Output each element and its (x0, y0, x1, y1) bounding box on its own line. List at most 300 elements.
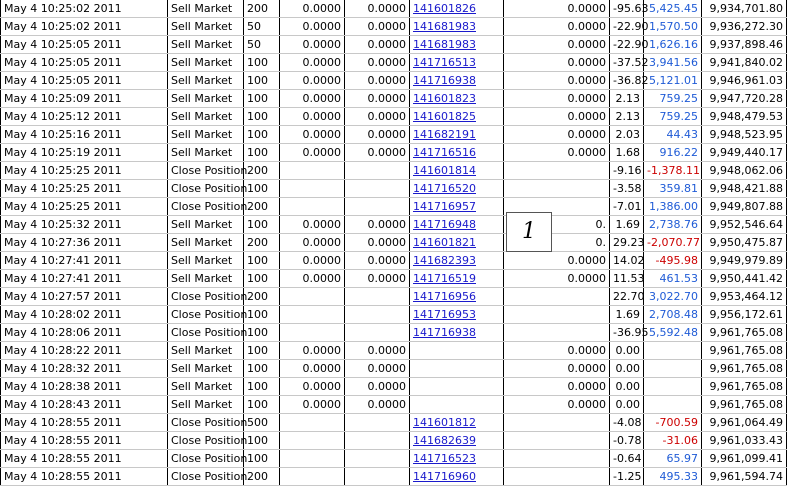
type-cell: Sell Market (168, 0, 244, 18)
price1-cell: 0.0000 (280, 144, 345, 162)
table-row[interactable] (1, 252, 787, 270)
deal-link[interactable]: 141716960 (413, 470, 476, 483)
time-cell: May 4 10:28:55 2011 (1, 450, 168, 468)
table-row[interactable] (1, 396, 787, 414)
table-row[interactable] (1, 216, 787, 234)
deal-link-cell (410, 360, 504, 378)
table-row[interactable] (1, 54, 787, 72)
deal-link-cell (410, 432, 504, 450)
commission-cell: -95.63 (610, 0, 644, 18)
volume-cell: 100 (244, 72, 280, 90)
profit-cell: 759.25 (644, 90, 702, 108)
deal-link[interactable]: 141716523 (413, 452, 476, 465)
balance-cell: 9,947,720.28 (702, 90, 787, 108)
price2-cell: 0.0000 (345, 144, 410, 162)
balance-cell: 9,948,062.06 (702, 162, 787, 180)
commission-cell: 14.02 (610, 252, 644, 270)
table-row[interactable] (1, 306, 787, 324)
price2-cell (345, 198, 410, 216)
deal-link[interactable]: 141681983 (413, 20, 476, 33)
price3-cell (504, 180, 610, 198)
deal-link[interactable]: 141601825 (413, 110, 476, 123)
price1-cell: 0.0000 (280, 126, 345, 144)
deal-link-cell (410, 288, 504, 306)
deal-link-cell (410, 396, 504, 414)
profit-cell: 461.53 (644, 270, 702, 288)
price2-cell: 0.0000 (345, 108, 410, 126)
deal-link[interactable]: 141601823 (413, 92, 476, 105)
volume-cell: 100 (244, 324, 280, 342)
table-row[interactable] (1, 450, 787, 468)
table-row[interactable] (1, 342, 787, 360)
deal-link-cell (410, 378, 504, 396)
price3-cell: 0.0000 (504, 0, 610, 18)
time-cell: May 4 10:28:55 2011 (1, 432, 168, 450)
time-cell: May 4 10:28:32 2011 (1, 360, 168, 378)
time-cell: May 4 10:28:43 2011 (1, 396, 168, 414)
price1-cell (280, 288, 345, 306)
profit-cell: 2,738.76 (644, 216, 702, 234)
price2-cell (345, 180, 410, 198)
time-cell: May 4 10:28:22 2011 (1, 342, 168, 360)
commission-cell: 2.03 (610, 126, 644, 144)
time-cell: May 4 10:25:12 2011 (1, 108, 168, 126)
callout-marker: 1 (506, 212, 552, 252)
price2-cell: 0.0000 (345, 360, 410, 378)
table-row[interactable] (1, 162, 787, 180)
price1-cell: 0.0000 (280, 378, 345, 396)
time-cell: May 4 10:25:25 2011 (1, 162, 168, 180)
balance-cell: 9,948,479.53 (702, 108, 787, 126)
deal-link[interactable]: 141601826 (413, 2, 476, 15)
price3-cell: 0. (504, 216, 610, 234)
commission-cell: 11.53 (610, 270, 644, 288)
type-cell: Sell Market (168, 270, 244, 288)
price2-cell (345, 306, 410, 324)
price1-cell (280, 162, 345, 180)
type-cell: Sell Market (168, 396, 244, 414)
balance-cell: 9,961,594.74 (702, 468, 787, 486)
balance-cell: 9,950,475.87 (702, 234, 787, 252)
table-row[interactable] (1, 270, 787, 288)
deal-link-cell (410, 216, 504, 234)
price3-cell (504, 306, 610, 324)
deal-link[interactable]: 141716938 (413, 74, 476, 87)
commission-cell: -37.52 (610, 54, 644, 72)
price1-cell: 0.0000 (280, 72, 345, 90)
type-cell: Sell Market (168, 378, 244, 396)
price2-cell: 0.0000 (345, 36, 410, 54)
profit-cell: 1,626.16 (644, 36, 702, 54)
time-cell: May 4 10:28:55 2011 (1, 468, 168, 486)
profit-cell: 2,708.48 (644, 306, 702, 324)
deal-link[interactable]: 141716948 (413, 218, 476, 231)
volume-cell: 100 (244, 306, 280, 324)
type-cell: Sell Market (168, 126, 244, 144)
deal-link[interactable]: 141682639 (413, 434, 476, 447)
table-row[interactable] (1, 414, 787, 432)
price1-cell: 0.0000 (280, 54, 345, 72)
deal-link-cell (410, 144, 504, 162)
volume-cell: 100 (244, 396, 280, 414)
profit-cell: 44.43 (644, 126, 702, 144)
deal-link[interactable]: 141716953 (413, 308, 476, 321)
type-cell: Sell Market (168, 342, 244, 360)
time-cell: May 4 10:25:25 2011 (1, 180, 168, 198)
type-cell: Sell Market (168, 18, 244, 36)
volume-cell: 100 (244, 360, 280, 378)
volume-cell: 500 (244, 414, 280, 432)
commission-cell: 1.68 (610, 144, 644, 162)
profit-cell: -495.98 (644, 252, 702, 270)
volume-cell: 100 (244, 342, 280, 360)
time-cell: May 4 10:25:32 2011 (1, 216, 168, 234)
type-cell: Sell Market (168, 90, 244, 108)
balance-cell: 9,941,840.02 (702, 54, 787, 72)
table-row[interactable] (1, 18, 787, 36)
deal-link-cell (410, 36, 504, 54)
price3-cell: 0.0000 (504, 396, 610, 414)
type-cell: Sell Market (168, 234, 244, 252)
commission-cell: 2.13 (610, 108, 644, 126)
balance-cell: 9,948,523.95 (702, 126, 787, 144)
price3-cell: 0.0000 (504, 342, 610, 360)
profit-cell: 359.81 (644, 180, 702, 198)
price1-cell: 0.0000 (280, 90, 345, 108)
price1-cell: 0.0000 (280, 342, 345, 360)
price1-cell: 0.0000 (280, 234, 345, 252)
commission-cell: -0.64 (610, 450, 644, 468)
type-cell: Sell Market (168, 108, 244, 126)
time-cell: May 4 10:27:36 2011 (1, 234, 168, 252)
deal-link-cell (410, 162, 504, 180)
price2-cell: 0.0000 (345, 270, 410, 288)
type-cell: Sell Market (168, 144, 244, 162)
balance-cell: 9,961,765.08 (702, 378, 787, 396)
table-row[interactable] (1, 432, 787, 450)
deal-link-cell (410, 324, 504, 342)
balance-cell: 9,961,765.08 (702, 324, 787, 342)
price3-cell (504, 414, 610, 432)
deal-link[interactable]: 141716516 (413, 146, 476, 159)
balance-cell: 9,961,765.08 (702, 342, 787, 360)
price1-cell: 0.0000 (280, 396, 345, 414)
volume-cell: 100 (244, 270, 280, 288)
type-cell: Close Position (168, 468, 244, 486)
price1-cell: 0.0000 (280, 360, 345, 378)
table-row[interactable] (1, 360, 787, 378)
table-row[interactable] (1, 288, 787, 306)
balance-cell: 9,956,172.61 (702, 306, 787, 324)
table-row[interactable] (1, 36, 787, 54)
price1-cell: 0.0000 (280, 252, 345, 270)
price1-cell: 0.0000 (280, 0, 345, 18)
balance-cell: 9,961,765.08 (702, 360, 787, 378)
balance-cell: 9,934,701.80 (702, 0, 787, 18)
table-row[interactable] (1, 378, 787, 396)
price3-cell (504, 432, 610, 450)
type-cell: Close Position (168, 306, 244, 324)
profit-cell (644, 342, 702, 360)
volume-cell: 100 (244, 90, 280, 108)
balance-cell: 9,949,440.17 (702, 144, 787, 162)
balance-cell: 9,961,064.49 (702, 414, 787, 432)
profit-cell: 5,121.01 (644, 72, 702, 90)
time-cell: May 4 10:27:41 2011 (1, 252, 168, 270)
profit-cell: 3,941.56 (644, 54, 702, 72)
commission-cell: 1.69 (610, 216, 644, 234)
commission-cell: 0.00 (610, 342, 644, 360)
price1-cell (280, 324, 345, 342)
price3-cell: 0.0000 (504, 90, 610, 108)
price3-cell (504, 450, 610, 468)
price3-cell: 0.0000 (504, 36, 610, 54)
time-cell: May 4 10:25:02 2011 (1, 0, 168, 18)
commission-cell: -1.25 (610, 468, 644, 486)
balance-cell: 9,952,546.64 (702, 216, 787, 234)
volume-cell: 100 (244, 216, 280, 234)
time-cell: May 4 10:25:25 2011 (1, 198, 168, 216)
volume-cell: 50 (244, 18, 280, 36)
price2-cell: 0.0000 (345, 0, 410, 18)
deal-link-cell (410, 450, 504, 468)
commission-cell: 0.00 (610, 360, 644, 378)
deal-link-cell (410, 306, 504, 324)
deal-link-cell (410, 468, 504, 486)
deal-link-cell (410, 270, 504, 288)
volume-cell: 200 (244, 0, 280, 18)
table-row[interactable] (1, 468, 787, 486)
type-cell: Sell Market (168, 54, 244, 72)
type-cell: Close Position (168, 432, 244, 450)
time-cell: May 4 10:28:06 2011 (1, 324, 168, 342)
table-row[interactable] (1, 0, 787, 18)
volume-cell: 200 (244, 162, 280, 180)
type-cell: Sell Market (168, 252, 244, 270)
deal-link[interactable]: 141682393 (413, 254, 476, 267)
commission-cell: 29.23 (610, 234, 644, 252)
volume-cell: 200 (244, 288, 280, 306)
deal-link[interactable]: 141716519 (413, 272, 476, 285)
price3-cell: 0.0000 (504, 270, 610, 288)
deal-link-cell (410, 180, 504, 198)
price1-cell: 0.0000 (280, 216, 345, 234)
profit-cell: 5,425.45 (644, 0, 702, 18)
price2-cell (345, 324, 410, 342)
type-cell: Close Position (168, 414, 244, 432)
profit-cell: 3,022.70 (644, 288, 702, 306)
volume-cell: 100 (244, 108, 280, 126)
price2-cell: 0.0000 (345, 18, 410, 36)
time-cell: May 4 10:25:09 2011 (1, 90, 168, 108)
commission-cell: -7.01 (610, 198, 644, 216)
type-cell: Close Position (168, 180, 244, 198)
price2-cell: 0.0000 (345, 252, 410, 270)
deal-link-cell (410, 72, 504, 90)
profit-cell: 1,570.50 (644, 18, 702, 36)
price1-cell (280, 432, 345, 450)
commission-cell: 2.13 (610, 90, 644, 108)
balance-cell: 9,953,464.12 (702, 288, 787, 306)
time-cell: May 4 10:27:41 2011 (1, 270, 168, 288)
profit-cell: -31.06 (644, 432, 702, 450)
profit-cell (644, 360, 702, 378)
time-cell: May 4 10:25:05 2011 (1, 54, 168, 72)
price3-cell: 0.0000 (504, 378, 610, 396)
profit-cell: -700.59 (644, 414, 702, 432)
price1-cell (280, 198, 345, 216)
price2-cell: 0.0000 (345, 90, 410, 108)
table-row[interactable] (1, 108, 787, 126)
price2-cell: 0.0000 (345, 234, 410, 252)
commission-cell: -36.82 (610, 72, 644, 90)
profit-cell: -2,070.77 (644, 234, 702, 252)
balance-cell: 9,961,099.41 (702, 450, 787, 468)
deal-link-cell (410, 414, 504, 432)
price3-cell (504, 162, 610, 180)
type-cell: Sell Market (168, 216, 244, 234)
deal-link-cell (410, 54, 504, 72)
balance-cell: 9,949,807.88 (702, 198, 787, 216)
volume-cell: 200 (244, 234, 280, 252)
balance-cell: 9,961,765.08 (702, 396, 787, 414)
balance-cell: 9,946,961.03 (702, 72, 787, 90)
deal-link[interactable]: 141681983 (413, 38, 476, 51)
deal-link-cell (410, 252, 504, 270)
price2-cell (345, 162, 410, 180)
table-row[interactable] (1, 324, 787, 342)
commission-cell: -0.78 (610, 432, 644, 450)
deal-link[interactable]: 141601812 (413, 416, 476, 429)
price2-cell: 0.0000 (345, 216, 410, 234)
deal-link[interactable]: 141716520 (413, 182, 476, 195)
table-body (1, 0, 787, 486)
table-row[interactable] (1, 72, 787, 90)
time-cell: May 4 10:25:05 2011 (1, 72, 168, 90)
volume-cell: 100 (244, 450, 280, 468)
volume-cell: 100 (244, 432, 280, 450)
commission-cell: 1.69 (610, 306, 644, 324)
table-row[interactable] (1, 126, 787, 144)
time-cell: May 4 10:28:38 2011 (1, 378, 168, 396)
profit-cell: 1,386.00 (644, 198, 702, 216)
price1-cell: 0.0000 (280, 36, 345, 54)
time-cell: May 4 10:25:16 2011 (1, 126, 168, 144)
price1-cell (280, 468, 345, 486)
deal-link-cell (410, 234, 504, 252)
price2-cell (345, 468, 410, 486)
profit-cell (644, 396, 702, 414)
table-row[interactable] (1, 180, 787, 198)
deal-link-cell (410, 198, 504, 216)
deal-link-cell (410, 342, 504, 360)
price2-cell: 0.0000 (345, 342, 410, 360)
price3-cell: 0.0000 (504, 252, 610, 270)
deal-link[interactable]: 141716938 (413, 326, 476, 339)
profit-cell (644, 378, 702, 396)
price1-cell: 0.0000 (280, 108, 345, 126)
deal-link[interactable]: 141716957 (413, 200, 476, 213)
price3-cell: 0.0000 (504, 108, 610, 126)
deal-link[interactable]: 141716956 (413, 290, 476, 303)
table-row[interactable] (1, 198, 787, 216)
table-row[interactable] (1, 234, 787, 252)
commission-cell: -3.58 (610, 180, 644, 198)
deal-link[interactable]: 141601814 (413, 164, 476, 177)
type-cell: Close Position (168, 198, 244, 216)
commission-cell: -9.16 (610, 162, 644, 180)
price1-cell (280, 414, 345, 432)
price2-cell (345, 414, 410, 432)
deal-link[interactable]: 141601821 (413, 236, 476, 249)
time-cell: May 4 10:28:55 2011 (1, 414, 168, 432)
profit-cell: 916.22 (644, 144, 702, 162)
price2-cell: 0.0000 (345, 72, 410, 90)
time-cell: May 4 10:28:02 2011 (1, 306, 168, 324)
price1-cell (280, 306, 345, 324)
commission-cell: 0.00 (610, 396, 644, 414)
type-cell: Close Position (168, 450, 244, 468)
type-cell: Sell Market (168, 360, 244, 378)
price1-cell: 0.0000 (280, 18, 345, 36)
volume-cell: 100 (244, 126, 280, 144)
price3-cell: 0.0000 (504, 360, 610, 378)
profit-cell: 495.33 (644, 468, 702, 486)
profit-cell: 759.25 (644, 108, 702, 126)
time-cell: May 4 10:25:19 2011 (1, 144, 168, 162)
price1-cell (280, 180, 345, 198)
time-cell: May 4 10:25:02 2011 (1, 18, 168, 36)
profit-cell: 5,592.48 (644, 324, 702, 342)
balance-cell: 9,936,272.30 (702, 18, 787, 36)
volume-cell: 100 (244, 378, 280, 396)
price3-cell: 0.0000 (504, 126, 610, 144)
price3-cell: 0.0000 (504, 18, 610, 36)
type-cell: Close Position (168, 288, 244, 306)
price3-cell: 0.0000 (504, 144, 610, 162)
type-cell: Sell Market (168, 36, 244, 54)
deal-link-cell (410, 108, 504, 126)
price2-cell: 0.0000 (345, 378, 410, 396)
time-cell: May 4 10:25:05 2011 (1, 36, 168, 54)
commission-cell: -22.90 (610, 18, 644, 36)
deal-link[interactable]: 141716513 (413, 56, 476, 69)
deal-link[interactable]: 141682191 (413, 128, 476, 141)
table-row[interactable] (1, 90, 787, 108)
price3-cell: 0.0000 (504, 54, 610, 72)
balance-cell: 9,949,979.89 (702, 252, 787, 270)
commission-cell: -36.95 (610, 324, 644, 342)
commission-cell: 22.70 (610, 288, 644, 306)
type-cell: Close Position (168, 324, 244, 342)
price3-cell: 0.0000 (504, 72, 610, 90)
price2-cell: 0.0000 (345, 54, 410, 72)
profit-cell: -1,378.11 (644, 162, 702, 180)
price3-cell (504, 324, 610, 342)
volume-cell: 100 (244, 144, 280, 162)
price2-cell (345, 432, 410, 450)
commission-cell: -4.08 (610, 414, 644, 432)
commission-cell: -22.90 (610, 36, 644, 54)
price1-cell (280, 450, 345, 468)
balance-cell: 9,948,421.88 (702, 180, 787, 198)
volume-cell: 100 (244, 252, 280, 270)
table-row[interactable] (1, 144, 787, 162)
balance-cell: 9,961,033.43 (702, 432, 787, 450)
price2-cell: 0.0000 (345, 396, 410, 414)
price3-cell (504, 288, 610, 306)
deal-link-cell (410, 0, 504, 18)
